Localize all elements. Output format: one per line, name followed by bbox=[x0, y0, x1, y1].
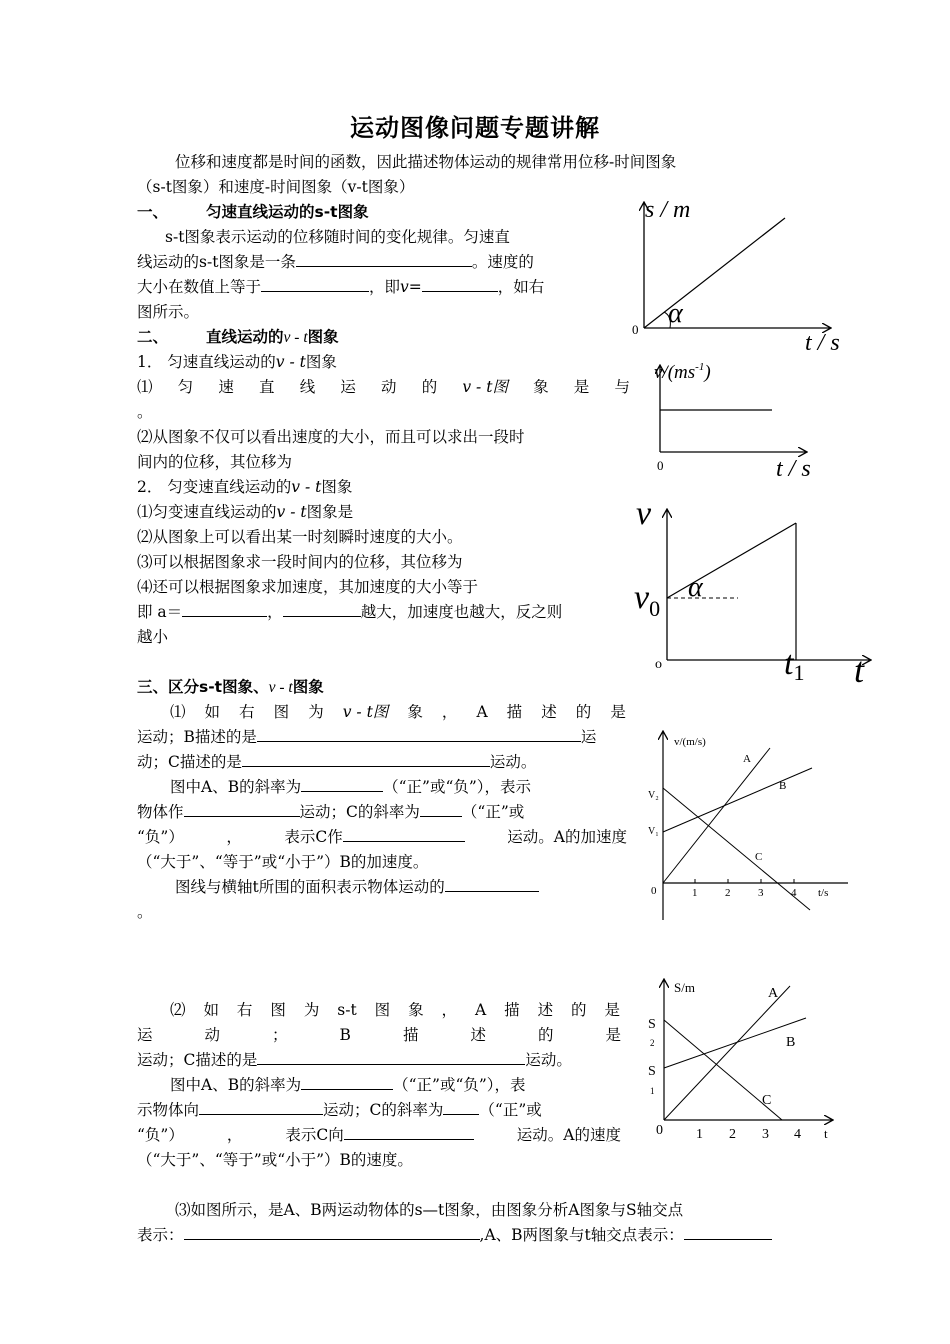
sec2-p2-1: ⑴匀变速直线运动的v - t图象是 bbox=[137, 503, 354, 521]
fig3-line bbox=[667, 523, 796, 598]
fig5-tick-1: 1 bbox=[696, 1127, 703, 1142]
fig4-xlabel: t/s bbox=[818, 887, 829, 899]
fig5-xlabel: t bbox=[824, 1126, 828, 1141]
page-title: 运动图像问题专题讲解 bbox=[350, 114, 600, 142]
q1-line-4: 图中A、B的斜率为 （“正”或“负”），表示 bbox=[170, 775, 531, 799]
fig4-v2: V₂ bbox=[648, 790, 659, 801]
fig3-xlabel: t bbox=[854, 650, 865, 690]
q3-line-2: 表示： ,A、B两图象与t轴交点表示： bbox=[137, 1223, 772, 1247]
sec2-p2-2: ⑵从图象上可以看出某一时刻瞬时速度的大小。 bbox=[137, 528, 463, 546]
fig1-ylabel: s / m bbox=[645, 197, 691, 223]
fig3-origin: o bbox=[655, 657, 662, 672]
fig1-angle: α bbox=[668, 298, 683, 329]
sec2-p2-5: 即 a＝ ， 越大，加速度也越大，反之则 bbox=[137, 600, 562, 624]
fig4-line-B bbox=[663, 768, 812, 832]
sec2-p1-1: ⑴ 匀 速 直 线 运 动 的 v - t图 象 是 与 bbox=[137, 378, 630, 396]
sec2-p2-6: 越小 bbox=[137, 628, 169, 646]
fig3-t1: t1 bbox=[784, 645, 805, 685]
fig2-ylabel: $v/(ms^{-1})$ bbox=[654, 361, 711, 383]
q2-line-6: “负”） ， 表示C向 运动。A的速度 bbox=[137, 1123, 621, 1147]
section-1-heading: 一、 匀速直线运动的s-t图象 bbox=[137, 203, 369, 221]
fig4-ylabel: v/(m/s) bbox=[674, 736, 706, 748]
fig3-ylabel: v bbox=[636, 495, 652, 532]
sec1-line-2: 线运动的s-t图象是一条 。速度的 bbox=[137, 250, 534, 274]
sec2-p1-2b: 间内的位移，其位移为 bbox=[137, 453, 293, 471]
fig5-s1-sub: 1 bbox=[650, 1086, 655, 1096]
q1-line-9: 。 bbox=[137, 903, 153, 921]
q2-line-1: ⑵ 如 右 图 为 s-t 图 象 ， A 描 述 的 是 bbox=[170, 1001, 620, 1019]
fig4-tick-3: 3 bbox=[758, 887, 764, 899]
fig1-line bbox=[644, 218, 785, 328]
fig4-tick-1: 1 bbox=[692, 887, 698, 899]
fig5-s2-sub: 2 bbox=[650, 1038, 655, 1048]
fig4-line-A bbox=[663, 748, 770, 883]
fig5-ylabel: S/m bbox=[674, 980, 695, 995]
q2-line-5: 示物体向 运动；C的斜率为 （“正”或 bbox=[137, 1098, 542, 1122]
fig4-origin: 0 bbox=[651, 885, 657, 897]
fig4-vt-abc-graph bbox=[648, 732, 848, 920]
intro-line-1: 位移和速度都是时间的函数，因此描述物体运动的规律常用位移-时间图象 bbox=[175, 153, 677, 171]
sec2-p2-3: ⑶可以根据图象求一段时间内的位移，其位移为 bbox=[137, 553, 463, 571]
fig4-label-A: A bbox=[743, 753, 751, 765]
fig1-xlabel: t / s bbox=[805, 330, 840, 356]
fig5-s1: S bbox=[648, 1064, 656, 1079]
fig2-origin: 0 bbox=[657, 458, 664, 473]
sec2-p1-2a: ⑵从图象不仅可以看出速度的大小，而且可以求出一段时 bbox=[137, 428, 525, 446]
fig4-tick-2: 2 bbox=[725, 887, 731, 899]
fig5-origin: 0 bbox=[656, 1123, 663, 1138]
q3-line-1: ⑶如图所示，是A、B两运动物体的s—t图象，由图象分析A图象与S轴交点 bbox=[175, 1201, 684, 1219]
q1-line-5: 物体作 运动；C的斜率为 （“正”或 bbox=[137, 800, 524, 824]
fig5-tick-3: 3 bbox=[762, 1127, 769, 1142]
q1-line-8: 图线与横轴t所围的面积表示物体运动的 bbox=[175, 875, 539, 899]
fig5-label-C: C bbox=[762, 1093, 772, 1108]
q1-line-6: “负”） ， 表示C作 运动。A的加速度 bbox=[137, 825, 627, 849]
fig4-line-C bbox=[663, 788, 810, 910]
fig4-v1: V₁ bbox=[648, 826, 659, 837]
fig5-line-B bbox=[664, 1018, 806, 1068]
section-3-heading: 三、区分s-t图象、v - t图象 bbox=[137, 678, 324, 696]
fig4-label-C: C bbox=[755, 851, 763, 863]
sec2-p1-1-tail: 。 bbox=[137, 403, 153, 421]
q2-line-3: 运动；C描述的是 运动。 bbox=[137, 1048, 572, 1072]
fig5-tick-4: 4 bbox=[794, 1127, 801, 1142]
sec1-line-4: 图所示。 bbox=[137, 303, 200, 321]
fig3-angle: α bbox=[688, 572, 703, 603]
q2-line-2: 运 动 ； B 描 述 的 是 bbox=[137, 1026, 621, 1044]
q1-line-7: （“大于”、“等于”或“小于”）B的加速度。 bbox=[137, 853, 429, 871]
fig1-origin: 0 bbox=[632, 322, 639, 337]
intro-line-2: （s-t图象）和速度-时间图象（v-t图象） bbox=[137, 178, 415, 196]
fig5-label-B: B bbox=[786, 1035, 796, 1050]
sec1-line-1: s-t图象表示运动的位移随时间的变化规律。匀速直 bbox=[165, 228, 510, 246]
section-2-heading: 二、 直线运动的v - t图象 bbox=[137, 328, 339, 346]
fig3-vt-accel-graph bbox=[634, 495, 870, 690]
fig5-label-A: A bbox=[768, 986, 779, 1001]
fig5-st-abc-graph bbox=[648, 980, 832, 1142]
fig4-tick-4: 4 bbox=[791, 887, 797, 899]
q1-line-3: 动；C描述的是 运动。 bbox=[137, 750, 536, 774]
fig2-vt-graph bbox=[654, 361, 811, 482]
sec2-p2-4: ⑷还可以根据图象求加速度，其加速度的大小等于 bbox=[137, 578, 479, 596]
fig5-tick-2: 2 bbox=[729, 1127, 736, 1142]
q2-line-4: 图中A、B的斜率为 （“正”或“负”），表 bbox=[170, 1073, 526, 1097]
fig4-label-B: B bbox=[779, 780, 787, 792]
q2-line-7: （“大于”、“等于”或“小于”）B的速度。 bbox=[137, 1151, 413, 1169]
sec2-p1: 1． 匀速直线运动的v - t图象 bbox=[137, 353, 337, 371]
q1-line-2: 运动；B描述的是 运 bbox=[137, 725, 596, 749]
fig1-st-graph bbox=[632, 197, 840, 356]
fig3-v0: $v_0$ bbox=[634, 579, 661, 621]
fig5-s2: S bbox=[648, 1017, 656, 1032]
fig2-xlabel: t / s bbox=[776, 456, 811, 482]
q1-line-1: ⑴ 如 右 图 为 v - t图 象 ， A 描 述 的 是 bbox=[170, 703, 626, 721]
sec1-line-3: 大小在数值上等于 ，即v= ，如右 bbox=[137, 275, 544, 299]
sec2-p2: 2． 匀变速直线运动的v - t图象 bbox=[137, 478, 353, 496]
